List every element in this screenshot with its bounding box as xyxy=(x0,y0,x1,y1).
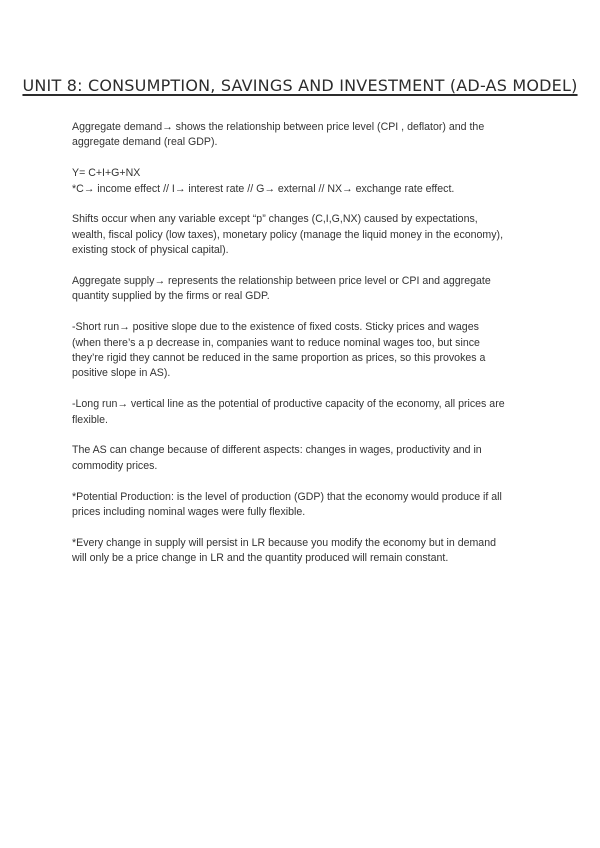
paragraph-as-changes xyxy=(72,443,532,474)
text-line: they’re rigid they cannot be reduced in the same proportion as prices, so this provokes a xyxy=(72,352,486,365)
paragraph-long-run xyxy=(72,397,532,428)
text-line: positive slope in AS). xyxy=(72,367,171,380)
text-line: *Every change in supply will persist in LR because you modify the economy but in demand xyxy=(72,536,496,549)
text-line: The AS can change because of different aspects: changes in wages, productivity and in xyxy=(72,444,482,457)
text-line: wealth, fiscal policy (low taxes), monetary policy (manage the liquid money in the economy), xyxy=(72,228,504,241)
paragraph-supply-change xyxy=(72,536,532,567)
paragraph-ad-equation xyxy=(72,166,532,197)
text-line: existing stock of physical capital). xyxy=(72,244,229,257)
paragraph-potential-production xyxy=(72,490,532,521)
paragraph-aggregate-supply xyxy=(72,274,532,305)
text-line: Shifts occur when any variable except “p” changes (C,I,G,NX) caused by expectations, xyxy=(72,213,478,226)
text-line: Aggregate supply→ represents the relationship between price level or CPI and aggregate xyxy=(72,275,491,288)
text-line: *Potential Production: is the level of production (GDP) that the economy would produce if all xyxy=(72,490,502,503)
text-line: aggregate demand (real GDP). xyxy=(72,136,218,149)
document-body xyxy=(72,120,532,582)
paragraph-aggregate-demand xyxy=(72,120,532,151)
text-line: Aggregate demand→ shows the relationship between price level (CPI , deflator) and the xyxy=(72,121,485,133)
text-line: (when there’s a p decrease in, companies want to reduce nominal wages too, but since xyxy=(72,336,480,349)
text-line: commodity prices. xyxy=(72,459,158,472)
text-line: prices including nominal wages were fully flexible. xyxy=(72,506,306,519)
page-title-text: UNIT 8: CONSUMPTION, SAVINGS AND INVESTMENT (AD-AS MODEL) xyxy=(22,76,578,95)
text-line: flexible. xyxy=(72,413,108,426)
text-line: *C→ income effect // I→ interest rate // G→ external // NX→ exchange rate effect. xyxy=(72,182,455,195)
text-line: -Long run→ vertical line as the potential of productive capacity of the economy, all prices are xyxy=(72,398,505,411)
text-line: quantity supplied by the firms or real GDP. xyxy=(72,290,270,303)
paragraph-short-run xyxy=(72,320,532,382)
text-line: Y= C+I+G+NX xyxy=(72,167,141,180)
paragraph-shifts xyxy=(72,212,532,258)
page-title xyxy=(0,76,600,95)
text-line: -Short run→ positive slope due to the existence of fixed costs. Sticky prices and wages xyxy=(72,321,479,334)
text-line: will only be a price change in LR and the quantity produced will remain constant. xyxy=(72,552,449,565)
